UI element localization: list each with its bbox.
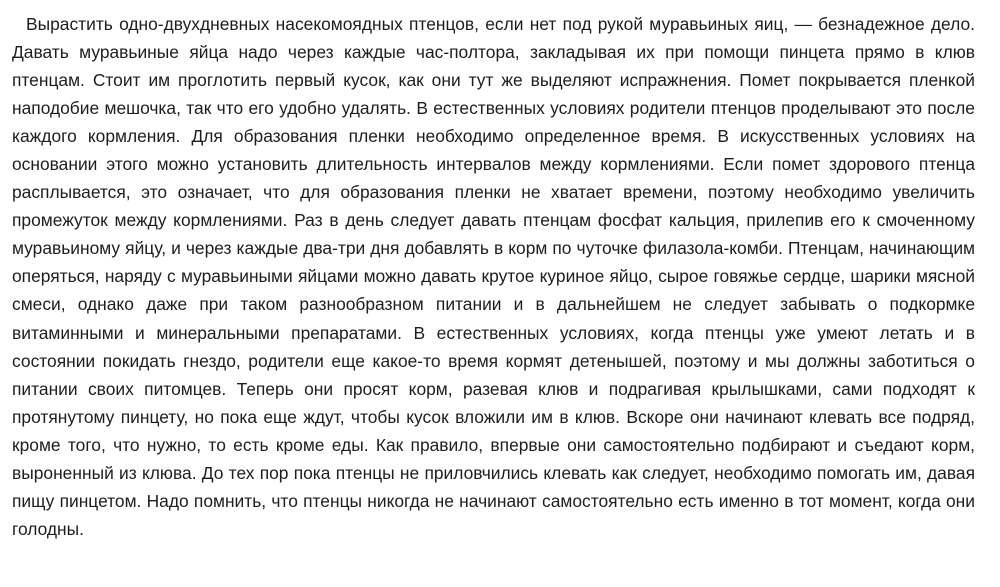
text-line: хватает времени, поэтому необходимо увеличить промежуток между кормлениями. Раз в день следует [12,182,975,231]
text-line: необходимо помогать им, давая пищу пинцетом. Надо помнить, что птенцы никогда не начинают [12,462,975,511]
text-line: птенцов проделывают это после каждого кормления. Для образования пленки необходимо определенное [12,98,975,147]
text-line: яйцами можно давать крутое куриное яйцо, сырое говяжье сердце, шарики мясной смеси, однако даже при [12,266,975,315]
text-line: съедают корм, выроненный из клюва. До тех пор пока птенцы не приловчились клевать как следует, [12,434,975,483]
text-line: самостоятельно есть именно в тот момент, когда они голодны. [12,490,975,539]
text-line: время. В искусственных условиях на основании этого можно установить длительность интервалов между [12,126,975,175]
text-line: давать птенцам фосфат кальция, прилепив его к смоченному муравьиному яйцу, и через каждые два-три [12,210,975,259]
text-line: Вырастить одно-двухдневных насекомоядных птенцов, если нет под рукой муравьиных яиц, — безнадежное [26,14,925,34]
text-line: таком разнообразном питании и в дальнейшем не следует забывать о подкормке витаминными и [12,294,975,343]
text-line: дня добавлять в корм по чуточке филазола-комби. Птенцам, начинающим оперяться, наряду с муравьиными [12,238,975,287]
text-line: протянутому пинцету, но пока еще ждут, чтобы кусок вложили им в клюв. Вскоре они начинают клевать все [12,406,906,427]
text-line: питании своих питомцев. Теперь они просят корм, разевая клюв и подрагивая крылышками, сами подходят к [12,378,975,399]
body-paragraph [12,10,975,543]
text-line: минеральными препаратами. В естественных условиях, когда птенцы уже умеют летать и в состоянии [12,322,975,371]
document-page [12,10,975,580]
text-line: покрывается пленкой наподобие мешочка, так что его удобно удалять. В естественных условиях родители [12,70,975,119]
text-line: клюв птенцам. Стоит им проглотить первый кусок, как они тут же выделяют испражнения. Помет [12,42,975,91]
text-line: покидать гнездо, родители еще какое-то время кормят детенышей, поэтому и мы должны заботиться о [102,350,975,371]
text-line: кормлениями. Если помет здорового птенца расплывается, это означает, что для образования пленки не [12,154,975,203]
text-line: подряд, кроме того, что нужно, то есть кроме еды. Как правило, впервые они самостоятельно подбирают и [12,406,975,455]
text-line: дело. Давать муравьиные яйца надо через каждые час-полтора, закладывая их при помощи пинцета прямо в [12,14,975,63]
